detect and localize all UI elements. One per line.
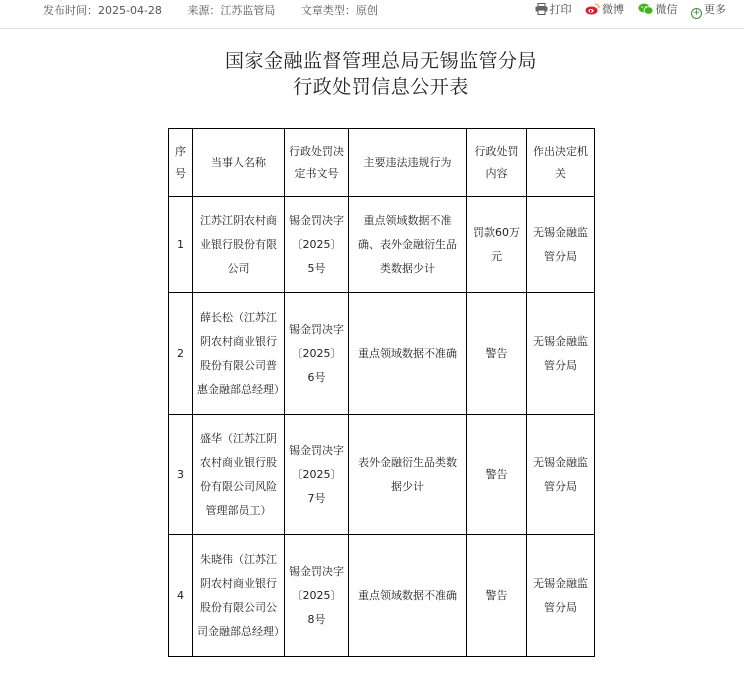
- cell-authority: 无锡金融监管分局: [527, 415, 595, 535]
- header-decision-no: 行政处罚决定书文号: [285, 129, 349, 197]
- more-label: 更多: [704, 3, 726, 16]
- weibo-label: 微博: [602, 3, 624, 16]
- title-line-1: 国家金融监督管理总局无锡监管分局: [224, 50, 537, 72]
- publish-date: 发布时间：2025-04-28: [43, 4, 162, 17]
- cell-authority: 无锡金融监管分局: [527, 197, 595, 293]
- wechat-icon: [638, 3, 654, 15]
- cell-violation: 表外金融衍生品类数据少计: [349, 415, 467, 535]
- plus-icon: +: [692, 8, 701, 18]
- cell-content: 警告: [467, 415, 527, 535]
- table-header-row: [169, 129, 595, 197]
- article-type: 文章类型：原创: [300, 4, 378, 17]
- printer-icon: [535, 3, 548, 15]
- cell-no: 4: [169, 535, 193, 657]
- cell-decision-no: 锡金罚决字〔2025〕7号: [285, 415, 349, 535]
- cell-authority: 无锡金融监管分局: [527, 535, 595, 657]
- table-row: [169, 535, 595, 657]
- cell-violation: 重点领域数据不准确: [349, 535, 467, 657]
- header-party: 当事人名称: [193, 129, 285, 197]
- cell-party: 江苏江阴农村商业银行股份有限公司: [193, 197, 285, 293]
- cell-violation: 重点领域数据不准确: [349, 293, 467, 415]
- cell-decision-no: 锡金罚决字〔2025〕8号: [285, 535, 349, 657]
- cell-party: 盛华（江苏江阴农村商业银行股份有限公司风险管理部员工）: [193, 415, 285, 535]
- header-violation: 主要违法违规行为: [349, 129, 467, 197]
- wechat-share-button[interactable]: [638, 1, 678, 17]
- table-row: [169, 197, 595, 293]
- article-source: 来源：江苏监管局: [187, 4, 276, 17]
- print-button[interactable]: [535, 1, 572, 17]
- cell-content: 警告: [467, 293, 527, 415]
- cell-violation: 重点领域数据不准确、表外金融衍生品类数据少计: [349, 197, 467, 293]
- cell-no: 3: [169, 415, 193, 535]
- title-line-2: 行政处罚信息公开表: [293, 76, 469, 98]
- cell-decision-no: 锡金罚决字〔2025〕5号: [285, 197, 349, 293]
- cell-party: 薛长松（江苏江阴农村商业银行股份有限公司普惠金融部总经理）: [193, 293, 285, 415]
- cell-party: 朱晓伟（江苏江阴农村商业银行股份有限公司公司金融部总经理）: [193, 535, 285, 657]
- more-share-button[interactable]: [691, 1, 726, 19]
- cell-authority: 无锡金融监管分局: [527, 293, 595, 415]
- cell-decision-no: 锡金罚决字〔2025〕6号: [285, 293, 349, 415]
- cell-no: 1: [169, 197, 193, 293]
- table-row: [169, 293, 595, 415]
- table-row: [169, 415, 595, 535]
- wechat-label: 微信: [655, 3, 678, 16]
- cell-no: 2: [169, 293, 193, 415]
- article-meta-bar: [0, 0, 744, 29]
- header-content: 行政处罚内容: [467, 129, 527, 197]
- weibo-share-button[interactable]: [585, 1, 624, 17]
- print-label: 打印: [549, 3, 572, 16]
- cell-content: 罚款60万元: [467, 197, 527, 293]
- header-authority: 作出决定机关: [527, 129, 595, 197]
- weibo-icon: [585, 3, 600, 15]
- article-meta: [43, 2, 400, 18]
- document-title: [0, 48, 744, 100]
- penalty-table: [168, 128, 595, 657]
- cell-content: 警告: [467, 535, 527, 657]
- share-toolbar: [525, 1, 727, 19]
- header-no: 序号: [169, 129, 193, 197]
